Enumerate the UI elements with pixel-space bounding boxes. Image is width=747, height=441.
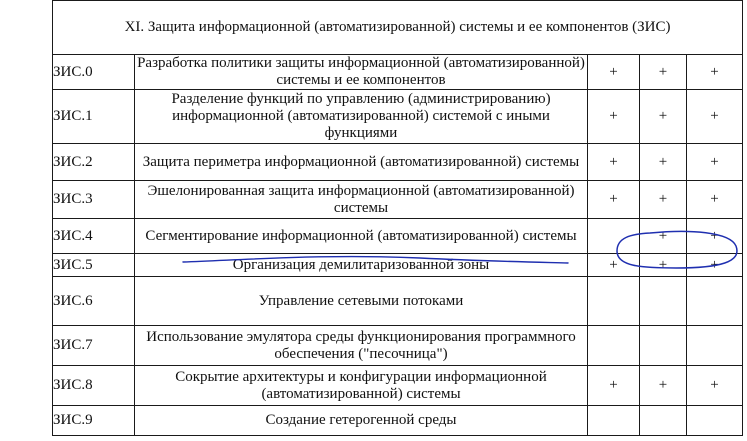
- measure-name: Разделение функций по управлению (администрированию) информационной (автоматизированной) системой с иными функциями: [135, 90, 588, 144]
- measure-name: Создание гетерогенной среды: [135, 406, 588, 436]
- protection-class-3-mark: +: [687, 366, 743, 406]
- table-row: [53, 366, 743, 406]
- measure-name: Управление сетевыми потоками: [135, 277, 588, 326]
- table-row: [53, 219, 743, 254]
- measure-name: Организация демилитаризованной зоны: [135, 254, 588, 277]
- protection-class-2-mark: +: [640, 219, 687, 254]
- protection-class-2-mark: +: [640, 90, 687, 144]
- measure-name: Использование эмулятора среды функционирования программного обеспечения ("песочница"): [135, 326, 588, 366]
- protection-class-1-mark: [588, 219, 640, 254]
- protection-class-3-mark: +: [687, 254, 743, 277]
- measure-code: ЗИС.5: [53, 254, 135, 277]
- measure-code: ЗИС.6: [53, 277, 135, 326]
- protection-class-2-mark: [640, 406, 687, 436]
- measure-name: Эшелонированная защита информационной (автоматизированной) системы: [135, 181, 588, 219]
- protection-class-3-mark: [687, 326, 743, 366]
- protection-class-3-mark: +: [687, 90, 743, 144]
- measure-code: ЗИС.8: [53, 366, 135, 406]
- table-row: [53, 277, 743, 326]
- table-row: [53, 55, 743, 90]
- measure-code: ЗИС.0: [53, 55, 135, 90]
- protection-class-2-mark: [640, 277, 687, 326]
- section-title: XI. Защита информационной (автоматизированной) системы и ее компонентов (ЗИС): [53, 1, 743, 55]
- section-header-row: [53, 1, 743, 55]
- protection-class-2-mark: [640, 326, 687, 366]
- protection-class-1-mark: +: [588, 90, 640, 144]
- protection-class-1-mark: +: [588, 144, 640, 181]
- protection-class-1-mark: [588, 277, 640, 326]
- table-row: [53, 181, 743, 219]
- protection-class-1-mark: +: [588, 366, 640, 406]
- protection-class-1-mark: [588, 326, 640, 366]
- protection-class-2-mark: +: [640, 254, 687, 277]
- protection-class-3-mark: +: [687, 144, 743, 181]
- table-row: [53, 254, 743, 277]
- table-row: [53, 90, 743, 144]
- table-row: [53, 144, 743, 181]
- table-row: [53, 406, 743, 436]
- protection-class-3-mark: +: [687, 181, 743, 219]
- protection-class-1-mark: +: [588, 55, 640, 90]
- table-row: [53, 326, 743, 366]
- protection-class-3-mark: [687, 277, 743, 326]
- protection-class-3-mark: +: [687, 55, 743, 90]
- protection-class-3-mark: +: [687, 219, 743, 254]
- measure-name: Защита периметра информационной (автоматизированной) системы: [135, 144, 588, 181]
- measure-code: ЗИС.1: [53, 90, 135, 144]
- protection-class-2-mark: +: [640, 144, 687, 181]
- measure-code: ЗИС.9: [53, 406, 135, 436]
- protection-class-2-mark: +: [640, 366, 687, 406]
- measure-code: ЗИС.4: [53, 219, 135, 254]
- protection-class-3-mark: [687, 406, 743, 436]
- measure-name: Сокрытие архитектуры и конфигурации информационной (автоматизированной) системы: [135, 366, 588, 406]
- protection-class-1-mark: +: [588, 181, 640, 219]
- protection-class-1-mark: +: [588, 254, 640, 277]
- measure-name: Сегментирование информационной (автоматизированной) системы: [135, 219, 588, 254]
- protection-class-1-mark: [588, 406, 640, 436]
- measure-code: ЗИС.2: [53, 144, 135, 181]
- requirements-table: [52, 0, 743, 436]
- protection-class-2-mark: +: [640, 55, 687, 90]
- measure-code: ЗИС.3: [53, 181, 135, 219]
- measure-code: ЗИС.7: [53, 326, 135, 366]
- measure-name: Разработка политики защиты информационной (автоматизированной) системы и ее компонентов: [135, 55, 588, 90]
- protection-class-2-mark: +: [640, 181, 687, 219]
